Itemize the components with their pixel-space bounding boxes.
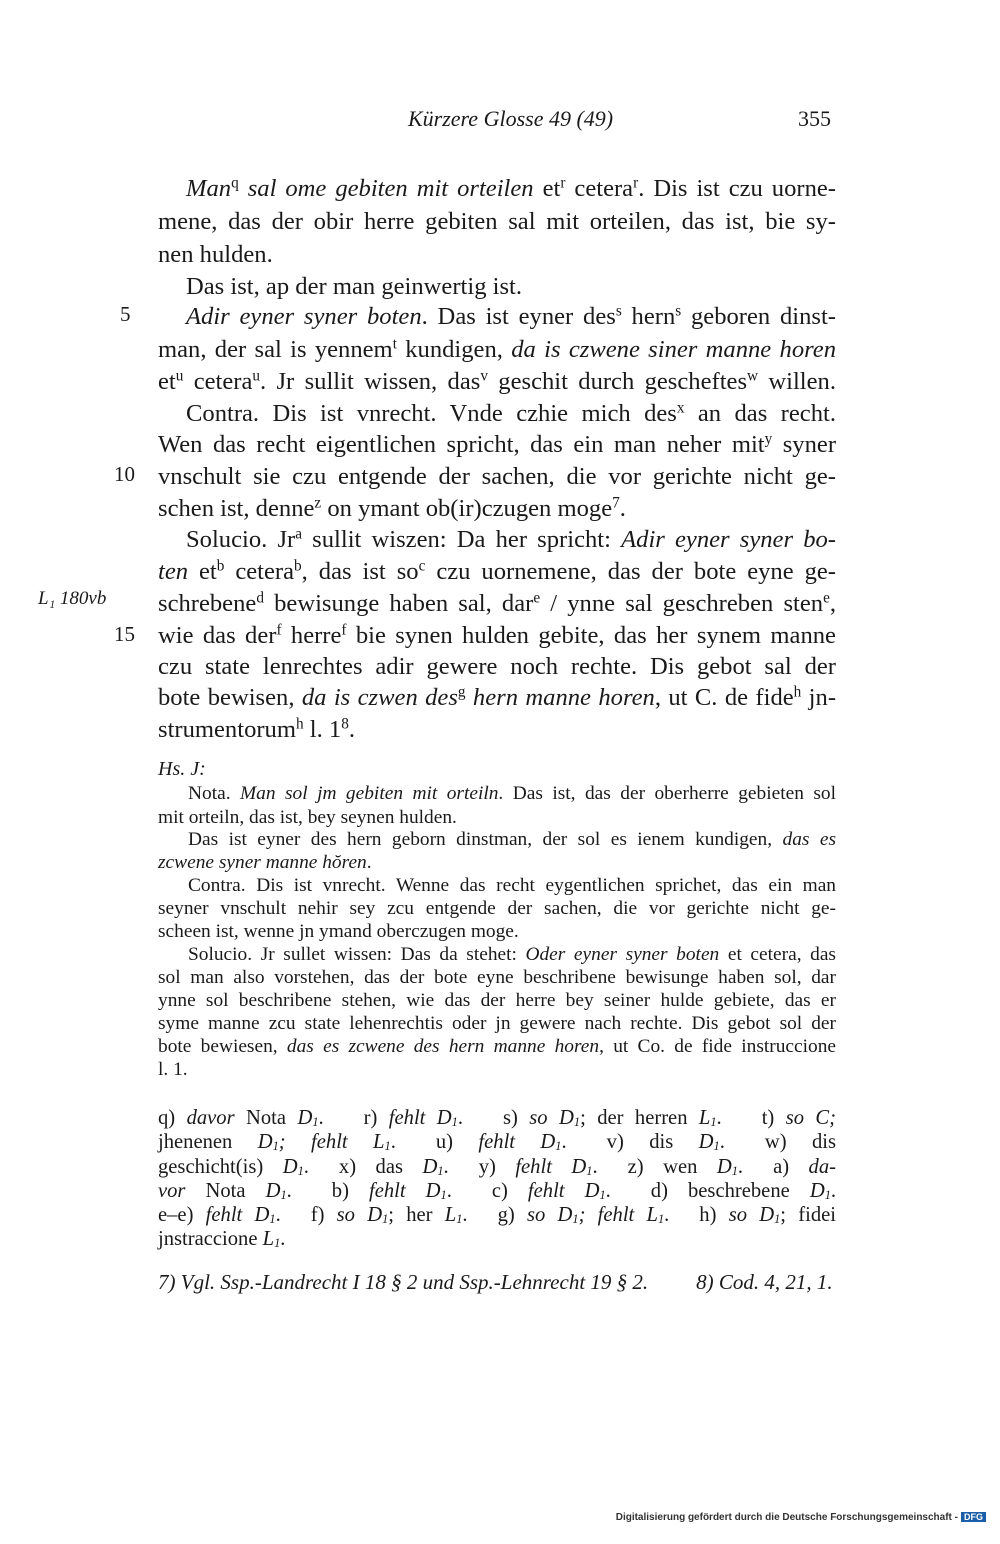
footnote-line: e–e) fehlt $D_1$. f) so $D_1$; her $L_1$. g) so $D_1$; fehlt $L_1$. h) so $D_1$; fidei: [158, 1204, 836, 1226]
text-line: Contra. Dis ist vnrecht. Wenne das recht eygentlichen sprichet, das ein man: [188, 875, 836, 896]
text-line: czu state lenrechtes adir gewere noch rechte. Dis gebot sal der: [158, 653, 836, 680]
text-line: Nota. Man sol jm gebiten mit orteiln. Das ist, das der oberherre gebieten sol: [188, 783, 836, 804]
page-number: 355: [798, 106, 831, 131]
line-number-10: 10: [114, 462, 135, 486]
text-line: schen ist, denne$^z$ on ymant ob(ir)czugen moge$^7$.: [158, 494, 626, 522]
text-line: vnschult sie czu entgende der sachen, die vor gerichte nicht ge-: [158, 463, 836, 490]
line-number-5: 5: [120, 302, 131, 326]
text-line: Man$^q$ sal ome gebiten mit orteilen $et^r$ cetera$^r$. Dis ist czu uorne-: [186, 174, 836, 202]
digitization-credit: Digitalisierung gefördert durch die Deutsche Forschungsgemeinschaft - DFG: [616, 1512, 986, 1523]
text-line: bote bewiesen, das es zcwene des hern manne horen, ut Co. de fide instruccione: [158, 1036, 836, 1057]
text-line: bote bewisen, da is czwen des$^g$ hern manne horen, ut C. de fide$^h$ jn-: [158, 683, 837, 711]
margin-folio-note: L₁ 180vb: [38, 588, 107, 609]
text-line: Solucio. Jr$^a$ sullit wiszen: Da her spricht: Adir eyner syner bo-: [186, 525, 836, 553]
text-line: mit orteiln, das ist, bey seynen hulden.: [158, 807, 457, 828]
text-line: ten $et^b$ cetera$^b$, das ist $so^c$ czu uornemene, das der bote eyne ge-: [158, 557, 836, 585]
text-line: nen hulden.: [158, 241, 273, 268]
text-line: Das ist eyner des hern geborn dinstman, der sol es ienem kundigen, das es: [188, 829, 837, 850]
line-number-15: 15: [114, 622, 135, 646]
text-line: ynne sol beschribene stehen, wie das der herre bey seiner hulde gebiete, das er: [158, 990, 836, 1011]
text-line: l. 1.: [158, 1059, 188, 1080]
footnote-line: q) davor Nota $D_1$. r) fehlt $D_1$. s) so $D_1$; der herren $L_1$. t) so C;: [158, 1107, 836, 1129]
text-line: zcwene syner manne hŏren.: [158, 852, 372, 873]
source-footnotes: [158, 1270, 833, 1295]
text-line: strumentorum$^h$ l. $1^8$.: [158, 715, 355, 743]
text-line: wie das der$^f$ herre$^f$ bie synen hulden gebite, das her synem manne: [158, 621, 836, 649]
source-note-7: 7) Vgl. Ssp.-Landrecht I 18 § 2 und Ssp.-Lehnrecht 19 § 2.: [158, 1270, 649, 1294]
text-line: seyner vnschult nehir sey zcu entgende der sachen, die vor gerichte nicht ge-: [158, 898, 836, 919]
source-note-8: 8) Cod. 4, 21, 1.: [696, 1270, 833, 1294]
text-line: Solucio. Jr sullet wissen: Das da stehet: Oder eyner syner boten et cetera, das: [188, 944, 836, 965]
footnote-line: jhenenen $D_1$; fehlt $L_1$. u) fehlt $D_1$. v) dis $D_1$. w) dis: [158, 1131, 837, 1153]
text-line: sol man also vorstehen, das der bote eyne beschribene bewisunge haben sol, dar: [158, 967, 836, 988]
text-line: schrebene$^d$ bewisunge haben sal, dar$^e$ / ynne sal geschreben sten$^e$,: [158, 589, 837, 617]
dfg-logo: DFG: [961, 1512, 986, 1522]
text-line: Adir eyner syner boten. Das ist eyner des$^s$ hern$^s$ geboren dinst-: [186, 302, 836, 330]
footnote-line: jnstraccione $L_1$.: [158, 1228, 286, 1250]
text-line: syme manne zcu state lehenrechtis oder jn gewere nach rechte. Dis gebot sol der: [158, 1013, 836, 1034]
text-line: mene, das der obir herre gebiten sal mit orteilen, das ist, bie sy-: [158, 208, 836, 235]
text-line: Wen das recht eigentlichen spricht, das ein man neher mit$^y$ syner: [158, 430, 837, 458]
footnote-line: vor Nota $D_1$. b) fehlt $D_1$. c) fehlt $D_1$. d) beschrebene $D_1$.: [158, 1180, 837, 1202]
running-head: Kürzere Glosse 49 (49): [408, 106, 614, 131]
footnote-line: geschicht(is) $D_1$. x) das $D_1$. y) fehlt $D_1$. z) wen $D_1$. a) da-: [158, 1156, 836, 1178]
text-line: scheen ist, wenne jn ymand oberczugen moge.: [158, 921, 519, 942]
manuscript-label: Hs. J:: [158, 758, 206, 780]
text-line: $et^u$ cetera$^u$. Jr sullit wissen, das$^v$ geschit durch gescheftes$^w$ willen.: [158, 367, 836, 395]
text-line: Contra. Dis ist vnrecht. Vnde czhie mich des$^x$ an das recht.: [186, 399, 836, 427]
text-line: Das ist, ap der man geinwertig ist.: [186, 273, 523, 300]
text-line: man, der sal is yennem$^t$ kundigen, da is czwene siner manne horen: [158, 335, 836, 363]
